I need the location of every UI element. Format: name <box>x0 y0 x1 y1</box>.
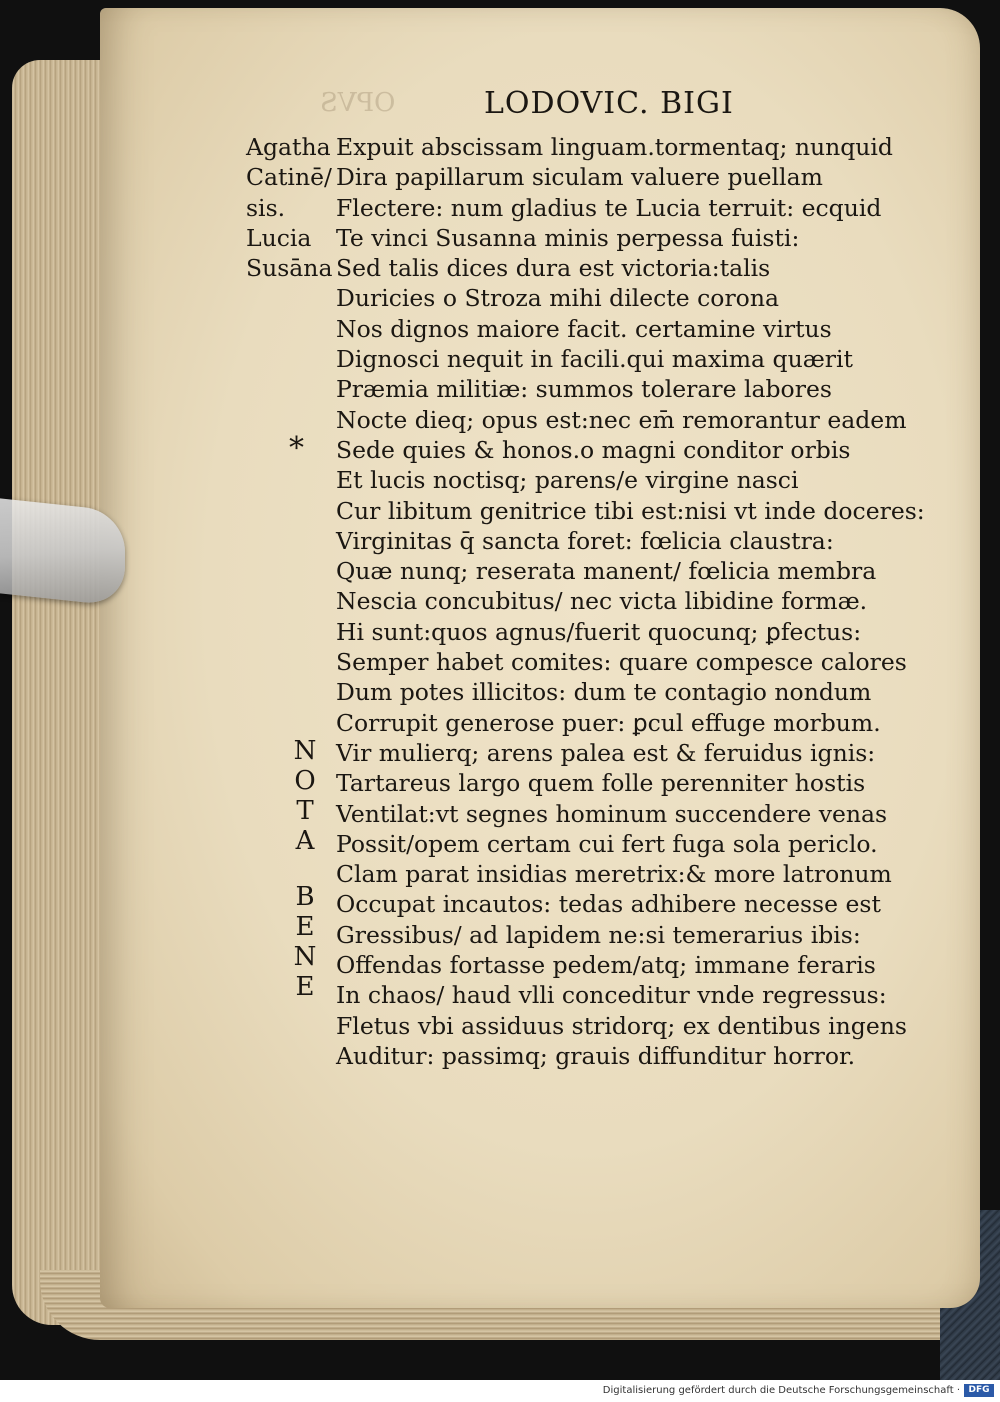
acrostic-letter: N <box>293 942 317 972</box>
text-line: Virginitas q̄ sancta foret: fœlicia claustra: <box>336 526 834 555</box>
text-line: Offendas fortasse pedem/atq; immane feraris <box>336 951 876 980</box>
asterisk-marker: * <box>289 431 304 466</box>
text-line: Te vinci Susanna minis perpessa fuisti: <box>336 223 800 252</box>
margin-note: Catinē/ <box>246 163 332 192</box>
text-line: Occupat incautos: tedas adhibere necesse est <box>336 890 881 919</box>
text-line: Vir mulierq; arens palea est & feruidus ignis: <box>336 738 876 767</box>
acrostic-letter: A <box>295 826 315 856</box>
text-line: Dira papillarum siculam valuere puellam <box>336 163 823 192</box>
text-line: Nocte dieq; opus est:nec em̄ remorantur eadem <box>336 405 907 434</box>
text-line: Quæ nunq; reserata manent/ fœlicia membra <box>336 557 877 586</box>
funding-notice: Digitalisierung gefördert durch die Deutsche Forschungsgemeinschaft · <box>602 1385 960 1396</box>
text-line: Possit/opem certam cui fert fuga sola periclo. <box>336 829 878 858</box>
running-head: LODOVIC. BIGI <box>484 86 734 121</box>
acrostic-letter: T <box>296 796 314 826</box>
acrostic-letter: O <box>294 766 316 796</box>
text-line: Nescia concubitus/ nec victa libidine formæ. <box>336 587 868 616</box>
text-line: Sed talis dices dura est victoria:talis <box>336 254 771 283</box>
text-line: Flectere: num gladius te Lucia terruit: ecquid <box>336 193 882 222</box>
text-line: Dignosci nequit in facili.qui maxima quærit <box>336 345 853 374</box>
text-line: Clam parat insidias meretrix:& more latronum <box>336 860 892 889</box>
acrostic-letter: N <box>293 736 317 766</box>
text-line: Nos dignos maiore facit. certamine virtus <box>336 314 832 343</box>
text-line: Hi sunt:quos agnus/fuerit quocunq; ꝑfectus: <box>336 617 862 646</box>
text-line: Gressibus/ ad lapidem ne:si temerarius ibis: <box>336 920 861 949</box>
acrostic-letter: E <box>295 972 315 1002</box>
text-line: Præmia militiæ: summos tolerare labores <box>336 375 832 404</box>
margin-note: sis. <box>246 193 286 222</box>
text-line: Expuit abscissam linguam.tormentaq; nunquid <box>336 133 893 161</box>
text-line: Ventilat:vt segnes hominum succendere venas <box>336 799 888 828</box>
margin-notes <box>246 132 336 283</box>
text-line: Corrupit generose puer: ꝑcul effuge morbum. <box>336 708 881 737</box>
text-line: Tartareus largo quem folle perenniter hostis <box>336 769 866 798</box>
margin-note: Agatha <box>246 133 331 161</box>
dfg-logo: DFG <box>964 1384 994 1397</box>
text-line: Et lucis noctisq; parens/e virgine nasci <box>336 466 799 495</box>
text-line: Fletus vbi assiduus stridorq; ex dentibus ingens <box>336 1011 907 1040</box>
margin-note: Susāna <box>246 254 333 283</box>
text-line: Semper habet comites: quare compesce calores <box>336 648 907 677</box>
text-line: In chaos/ haud vlli conceditur vnde regressus: <box>336 981 887 1010</box>
text-line: Duricies o Stroza mihi dilecte corona <box>336 284 779 313</box>
text-line: Cur libitum genitrice tibi est:nisi vt inde doceres: <box>336 496 925 525</box>
show-through-head: OPVS <box>320 88 396 118</box>
acrostic-letter: B <box>295 882 315 912</box>
text-line: Dum potes illicitos: dum te contagio nondum <box>336 678 872 707</box>
text-line: Sede quies & honos.o magni conditor orbis <box>336 435 851 464</box>
acrostic-letter: E <box>295 912 315 942</box>
margin-note: Lucia <box>246 223 312 252</box>
text-line: Auditur: passimq; grauis diffunditur horror. <box>336 1041 856 1070</box>
poem-text <box>336 132 925 1071</box>
